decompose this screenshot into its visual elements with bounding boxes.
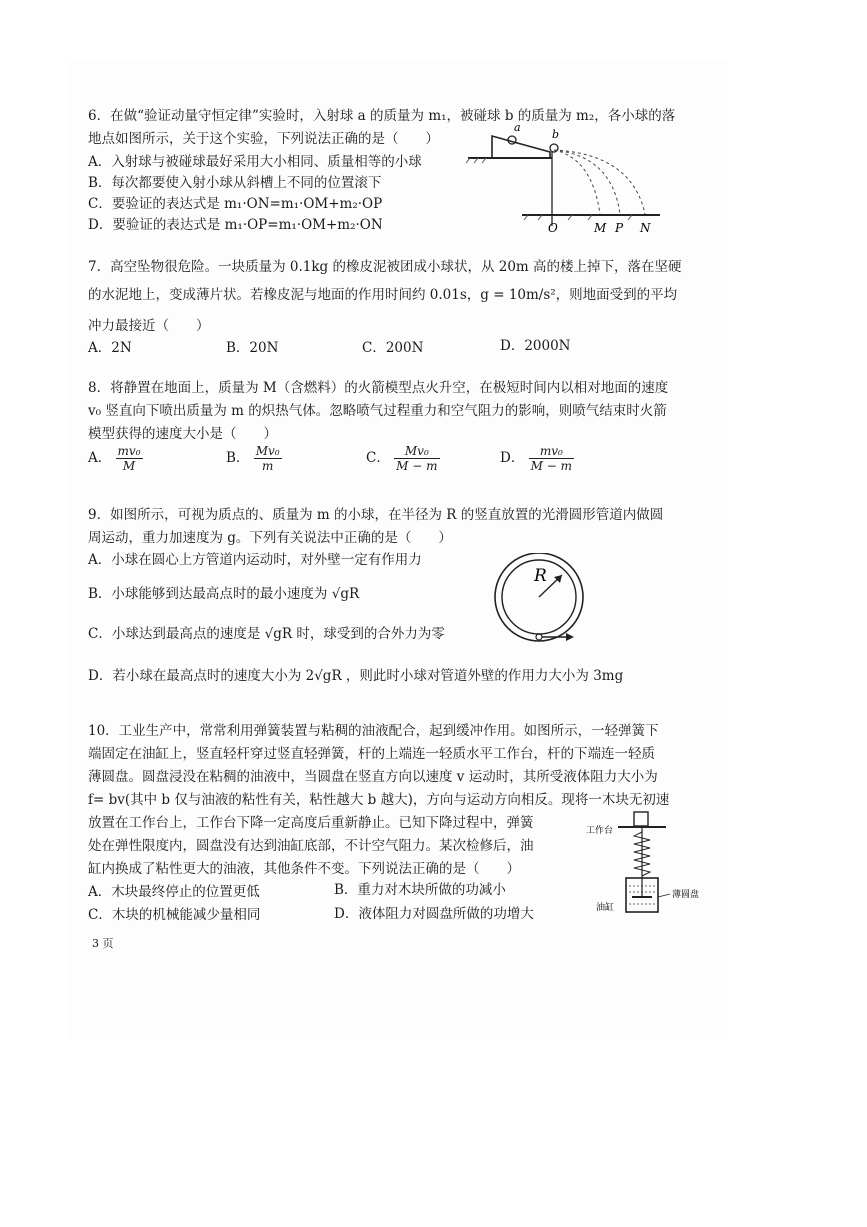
q10-stem-3: 薄圆盘。圆盘浸没在粘稠的油液中，当圆盘在竖直方向以速度 v 运动时，其所受液体阻力大小为 (88, 769, 658, 785)
q7-option-d: D．2000N (500, 338, 571, 354)
q9-option-a: A．小球在圆心上方管道内运动时，对外壁一定有作用力 (88, 552, 422, 568)
q10-option-d: D．液体阻力对圆盘所做的功增大 (334, 906, 534, 922)
q6-stem-2: 地点如图所示，关于这个实验，下列说法正确的是（ ） (88, 131, 439, 147)
q9-option-d: D．若小球在最高点时的速度大小为 2√gR ，则此时小球对管道外壁的作用力大小为 3mg (88, 668, 624, 684)
q6-label-o: O (548, 221, 558, 235)
q8-b-denominator: m (261, 459, 274, 473)
q6-option-c: C．要验证的表达式是 m₁·ON=m₁·OM+m₂·OP (88, 196, 383, 212)
q6-label-a: a (514, 121, 521, 134)
q7-option-a: A．2N (88, 340, 132, 356)
q6-option-a: A．入射球与被碰球最好采用大小相同、质量相等的小球 (88, 154, 422, 170)
q10-stem-7: 缸内换成了粘性更大的油液，其他条件不变。下列说法正确的是（ ） (88, 861, 520, 877)
q7-option-b: B．20N (226, 340, 279, 356)
q10-label-cylinder: 油缸 (596, 903, 615, 913)
q8-d-denominator: M − m (530, 459, 572, 473)
q10-label-workbench: 工作台 (586, 826, 614, 836)
q8-option-a (88, 444, 143, 473)
q9-stem-2: 周运动，重力加速度为 g。下列有关说法中正确的是（ ） (88, 530, 452, 546)
q10-stem-4: f= bv(其中 b 仅与油液的粘性有关，粘性越大 b 越大)，方向与运动方向相反。现将一木块无初速 (88, 792, 670, 808)
q8-d-numerator: mv₀ (529, 444, 574, 459)
q7-stem-1: 7．高空坠物很危险。一块质量为 0.1kg 的橡皮泥被团成小球状，从 20m 高的楼上掉下，落在坚硬 (88, 259, 682, 275)
q8-stem-2: v₀ 竖直向下喷出质量为 m 的炽热气体。忽略喷气过程重力和空气阻力的影响，则喷气结束时火箭 (88, 403, 667, 419)
q8-c-denominator: M − m (396, 459, 438, 473)
q8-a-numerator: mv₀ (117, 444, 141, 458)
q8-option-d-label: D． (500, 450, 525, 466)
q9-label-r: R (534, 566, 547, 586)
q10-stem-5: 放置在工作台上，工作台下降一定高度后重新静止。已知下降过程中，弹簧 (88, 815, 534, 831)
q6-option-d: D．要验证的表达式是 m₁·OP=m₁·OM+m₂·ON (88, 217, 383, 233)
q10-spring-damper-figure (586, 808, 716, 920)
q10-option-a: A．木块最终停止的位置更低 (88, 884, 260, 900)
q6-collision-figure (462, 118, 667, 236)
q8-option-d (500, 444, 574, 473)
q8-a-denominator: M (122, 459, 136, 473)
q9-circular-tube-figure (494, 553, 604, 643)
q10-label-disk: 薄圆盘 (672, 890, 700, 900)
q7-stem-3: 冲力最接近（ ） (88, 318, 210, 334)
q6-label-m: M (594, 221, 607, 235)
q8-b-numerator: Mv₀ (255, 444, 280, 458)
q8-c-numerator: Mv₀ (394, 444, 439, 459)
q10-stem-2: 端固定在油缸上，竖直轻杆穿过竖直轻弹簧，杆的上端连一轻质水平工作台，杆的下端连一轻质 (88, 746, 655, 762)
q8-option-b-label: B． (226, 450, 250, 466)
q8-option-a-label: A． (88, 450, 112, 466)
q9-option-c: C．小球达到最高点的速度是 √gR 时，球受到的合外力为零 (88, 626, 445, 642)
q6-stem-1: 6．在做“验证动量守恒定律”实验时，入射球 a 的质量为 m₁，被碰球 b 的质量为 m₂，各小球的落 (88, 108, 676, 124)
q10-stem-6: 处在弹性限度内，圆盘没有达到油缸底部，不计空气阻力。某次检修后，油 (88, 838, 534, 854)
q6-label-p: P (615, 221, 624, 235)
q8-stem-1: 8．将静置在地面上，质量为 M（含燃料）的火箭模型点火升空，在极短时间内以相对地面的速度 (88, 380, 669, 396)
q10-option-c: C．木块的机械能减少量相同 (88, 907, 261, 923)
q8-option-c (366, 444, 440, 473)
q9-option-b: B．小球能够到达最高点时的最小速度为 √gR (88, 586, 360, 602)
q8-option-c-label: C． (366, 450, 390, 466)
q7-stem-2: 的水泥地上，变成薄片状。若橡皮泥与地面的作用时间约 0.01s，g = 10m/s²，则地面受到的平均 (88, 287, 678, 303)
q9-stem-1: 9．如图所示，可视为质点的、质量为 m 的小球，在半径为 R 的竖直放置的光滑圆形管道内做圆 (88, 507, 664, 523)
q7-option-c: C．200N (362, 340, 424, 356)
page-number: 3 页 (92, 937, 114, 950)
q8-option-b (226, 444, 282, 473)
q6-label-n: N (640, 221, 651, 235)
q6-option-b: B．每次都要使入射小球从斜槽上不同的位置滚下 (88, 175, 382, 191)
q10-stem-1: 10．工业生产中，常常利用弹簧装置与粘稠的油液配合，起到缓冲作用。如图所示，一轻弹簧下 (88, 723, 659, 739)
q6-label-b: b (552, 128, 560, 141)
q8-stem-3: 模型获得的速度大小是（ ） (88, 426, 277, 442)
q10-option-b: B．重力对木块所做的功减小 (334, 882, 506, 898)
